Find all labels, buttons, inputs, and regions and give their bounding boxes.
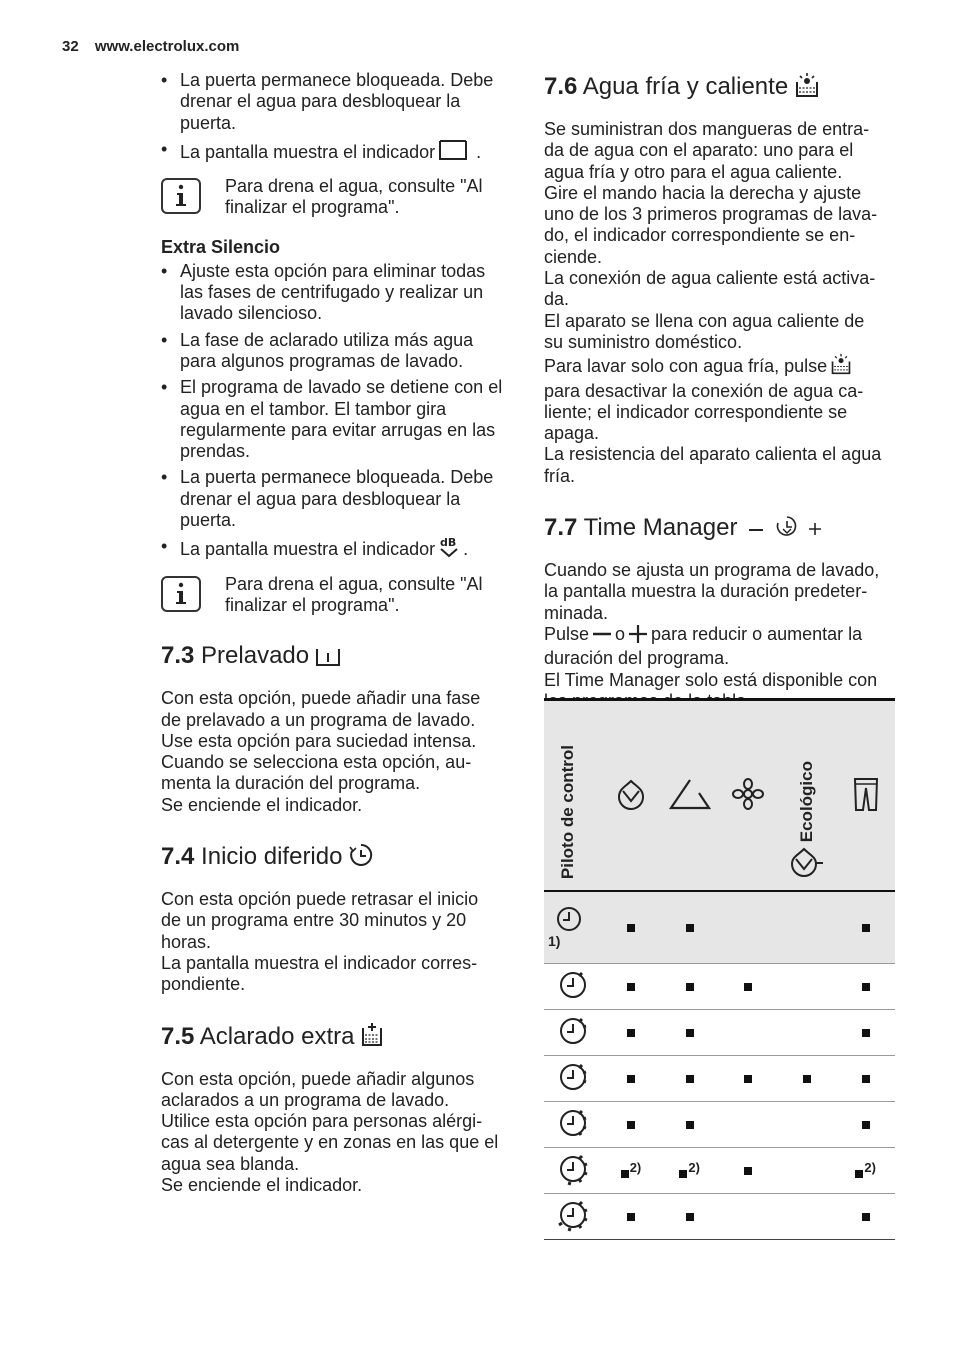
list-item: • La pantalla muestra el indicador . — [161, 139, 511, 166]
text-line: ciende. — [544, 246, 603, 267]
table-cell — [602, 1194, 661, 1240]
section-7-3-heading — [161, 642, 511, 674]
table-cell — [602, 1148, 661, 1194]
text-line: Cuando se selecciona esta opción, au- — [161, 752, 472, 773]
text-line: Con esta opción puede retrasar el inicio — [161, 889, 479, 910]
text-line: menta la duración del programa. — [161, 773, 421, 794]
cotton-icon — [615, 799, 647, 814]
section-title: Aclarado extra — [199, 1022, 355, 1050]
table-cell — [719, 1056, 778, 1102]
table-cell — [836, 964, 895, 1010]
time-level-4-icon — [557, 1061, 589, 1093]
available-mark — [862, 1075, 870, 1083]
section-7-7-body — [544, 560, 896, 712]
available-mark — [855, 1170, 863, 1178]
text-line: para reducir o aumentar la — [651, 623, 863, 644]
section-7-7-heading — [544, 513, 896, 546]
section-title: Time Manager — [583, 514, 738, 542]
section-7-6-body — [544, 119, 896, 487]
text-line: Use esta opción para suciedad intensa. — [161, 730, 477, 751]
text-line: uno de los 3 primeros programas de lava- — [544, 204, 878, 225]
available-mark — [744, 1167, 752, 1175]
table-cell — [719, 1102, 778, 1148]
eco-cotton-icon — [790, 865, 824, 880]
pilot-label: Piloto de control — [558, 744, 577, 879]
text-line: Para lavar solo con agua fría, pulse — [544, 356, 828, 377]
text-line: liente; el indicador correspondiente se — [544, 401, 848, 422]
table-row — [544, 891, 895, 964]
table-cell — [836, 891, 895, 964]
footnote-2-mark: 2) — [629, 1160, 642, 1175]
text-line: do, el indicador correspondiente se en- — [544, 225, 856, 246]
right-column — [544, 70, 896, 712]
table-cell — [836, 1056, 895, 1102]
text-line: Pulse — [544, 623, 590, 644]
table-cell — [602, 1056, 661, 1102]
available-mark — [627, 1121, 635, 1129]
time-manager-table — [544, 698, 895, 1240]
text-line: da. — [544, 289, 570, 310]
table-cell — [602, 964, 661, 1010]
time-level-6-icon — [556, 1152, 590, 1186]
info-note — [161, 574, 511, 617]
list-item: • El programa de lavado se detiene con el agua en el tambor. El tambor gira regularmente para evitar arrugas en las prendas. — [161, 377, 511, 462]
table-cell — [602, 1010, 661, 1056]
synthetics-icon — [669, 799, 711, 814]
info-note — [161, 176, 511, 219]
header-cotton — [602, 700, 661, 892]
available-mark — [744, 1075, 752, 1083]
list-item-text: La pantalla muestra el indicador — [180, 141, 436, 162]
text-line: Se suministran dos mangueras de entra- — [544, 119, 870, 139]
available-mark — [862, 983, 870, 991]
available-mark — [686, 1029, 694, 1037]
page-header — [62, 38, 239, 55]
text-line: Gire el mando hacia la derecha y ajuste — [544, 182, 862, 203]
section-number: 7.3 — [161, 642, 195, 670]
table-cell — [836, 1148, 895, 1194]
section-number: 7.6 — [544, 73, 578, 100]
page-number: 32 — [62, 38, 79, 55]
text-line: Utilice esta opción para personas alérgi- — [161, 1111, 483, 1132]
text-line: Con esta opción, puede añadir algunos — [161, 1068, 475, 1089]
table-cell — [660, 891, 719, 964]
section-7-4-body — [161, 889, 511, 995]
table-row — [544, 1056, 895, 1102]
available-mark — [862, 1213, 870, 1221]
table-cell — [719, 891, 778, 964]
available-mark — [686, 1213, 694, 1221]
table-cell — [660, 1194, 719, 1240]
delicates-icon — [732, 799, 764, 814]
text-line: de prelavado a un programa de lavado. — [161, 709, 476, 730]
time-manager-icon — [743, 513, 833, 546]
available-mark — [686, 924, 694, 932]
table-cell — [660, 964, 719, 1010]
time-level-7-icon — [555, 1197, 591, 1233]
available-mark — [627, 1029, 635, 1037]
hot-cold-water-icon — [794, 72, 820, 105]
text-line: horas. — [161, 931, 212, 952]
text-line: La resistencia del aparato calienta el agua — [544, 444, 882, 465]
section-7-5-heading — [161, 1022, 511, 1055]
table-header-row — [544, 700, 895, 892]
list-item: • La puerta permanece bloqueada. Debe drenar el agua para desbloquear la puerta. — [161, 70, 511, 134]
footnote-2-mark: 2) — [864, 1160, 876, 1175]
table-cell — [602, 1102, 661, 1148]
available-mark — [862, 924, 870, 932]
table-cell — [778, 1010, 837, 1056]
row-level-cell — [544, 1056, 602, 1102]
bullet-list-b — [161, 261, 511, 564]
text-line: Con esta opción, puede añadir una fase — [161, 688, 481, 709]
table-cell — [836, 1194, 895, 1240]
available-mark — [862, 1029, 870, 1037]
section-number: 7.4 — [161, 843, 195, 871]
text-line: agua sea blanda. — [161, 1153, 300, 1174]
extra-silencio-heading: Extra Silencio — [161, 236, 281, 257]
website-url: www.electrolux.com — [94, 38, 240, 55]
section-7-3-body — [161, 688, 511, 816]
header-jeans — [836, 700, 895, 892]
table-cell — [778, 891, 837, 964]
list-item: • Ajuste esta opción para eliminar todas las fases de centrifugado y realizar un lavado silencioso. — [161, 261, 511, 325]
available-mark — [686, 1075, 694, 1083]
prewash-icon — [315, 645, 341, 674]
table-cell — [778, 1194, 837, 1240]
time-level-5-icon — [557, 1107, 589, 1139]
table-cell — [836, 1102, 895, 1148]
text-line: fría. — [544, 465, 576, 486]
available-mark — [627, 983, 635, 991]
row-level-cell — [544, 964, 602, 1010]
table-cell — [778, 1102, 837, 1148]
text-line: duración del programa. — [544, 648, 730, 669]
text-line: Se enciende el indicador. — [161, 1174, 363, 1195]
delay-start-icon — [348, 842, 374, 875]
text-line: Cuando se ajusta un programa de lavado, — [544, 560, 880, 581]
time-level-3-icon — [557, 1015, 589, 1047]
section-title: Prelavado — [201, 642, 310, 670]
table-row — [544, 1194, 895, 1240]
text-line: o — [615, 623, 626, 644]
table-cell — [719, 1148, 778, 1194]
text-line: La conexión de agua caliente está activa- — [544, 268, 876, 289]
list-item: • La puerta permanece bloqueada. Debe drenar el agua para desbloquear la puerta. — [161, 467, 511, 531]
footnote-1: 1) — [548, 933, 561, 949]
text-line: minada. — [544, 602, 609, 623]
row-level-cell — [544, 1010, 602, 1056]
available-mark — [627, 924, 635, 932]
left-column — [161, 70, 511, 1196]
section-title: Inicio diferido — [201, 843, 343, 871]
footnote-2-mark: 2) — [688, 1160, 700, 1175]
note-text: Para drena el agua, consulte "Al finalizar el programa". — [225, 176, 483, 218]
row-level-cell — [544, 1148, 602, 1194]
available-mark — [686, 1121, 694, 1129]
door-indicator-icon — [438, 139, 468, 166]
table-cell — [778, 964, 837, 1010]
table-row — [544, 1102, 895, 1148]
header-eco — [778, 700, 837, 892]
table-cell — [719, 1010, 778, 1056]
row-level-cell — [544, 891, 602, 964]
table-cell — [660, 1056, 719, 1102]
table-cell — [778, 1148, 837, 1194]
table-cell — [660, 1010, 719, 1056]
section-title: Agua fría y caliente — [582, 73, 789, 100]
available-mark — [744, 983, 752, 991]
table-row — [544, 1010, 895, 1056]
list-item: • La pantalla muestra el indicador dB . — [161, 536, 511, 563]
plus-icon — [628, 625, 648, 648]
text-line: para desactivar la conexión de agua ca- — [544, 380, 864, 401]
list-item-text: La pantalla muestra el indicador — [180, 539, 436, 560]
section-7-4-heading — [161, 842, 511, 875]
time-level-2-icon — [557, 969, 589, 1001]
text-line: agua fría y otro para el agua caliente. — [544, 161, 843, 182]
available-mark — [627, 1213, 635, 1221]
header-pilot — [544, 700, 602, 892]
table-row — [544, 964, 895, 1010]
text-line: de un programa entre 30 minutos y 20 — [161, 910, 467, 931]
text-line: apaga. — [544, 423, 600, 444]
table-row — [544, 1148, 895, 1194]
text-line: la pantalla muestra la duración predeter- — [544, 581, 868, 602]
text-line: aclarados a un programa de lavado. — [161, 1089, 450, 1110]
section-7-6-heading — [544, 72, 896, 105]
hot-cold-water-icon — [830, 353, 852, 380]
row-level-cell — [544, 1102, 602, 1148]
available-mark — [621, 1170, 629, 1178]
note-text: Para drena el agua, consulte "Al finalizar el programa". — [225, 573, 483, 615]
eco-label: Ecológico — [796, 760, 816, 842]
table-cell — [660, 1148, 719, 1194]
available-mark — [803, 1075, 811, 1083]
time-level-1-icon — [554, 904, 584, 934]
available-mark — [679, 1170, 687, 1178]
text-line: su suministro doméstico. — [544, 331, 743, 352]
text-line: La pantalla muestra el indicador corres- — [161, 952, 478, 973]
silent-db-icon — [438, 536, 460, 563]
section-7-5-body — [161, 1069, 511, 1197]
text-line: El Time Manager solo está disponible con — [544, 669, 878, 690]
list-item: • La fase de aclarado utiliza más agua para algunos programas de lavado. — [161, 330, 511, 373]
table-cell — [836, 1010, 895, 1056]
text-line: da de agua con el aparato: uno para el — [544, 140, 854, 161]
available-mark — [862, 1121, 870, 1129]
text-line: El aparato se llena con agua caliente de — [544, 310, 865, 331]
table-cell — [602, 891, 661, 964]
info-icon — [161, 178, 201, 214]
table-cell — [719, 1194, 778, 1240]
text-line: cas al detergente y en zonas en las que el — [161, 1132, 499, 1153]
available-mark — [686, 983, 694, 991]
info-icon — [161, 576, 201, 612]
available-mark — [627, 1075, 635, 1083]
header-delicates — [719, 700, 778, 892]
table-cell — [778, 1056, 837, 1102]
header-synthetics — [660, 700, 719, 892]
svg-text:dB: dB — [440, 536, 457, 550]
table-cell — [660, 1102, 719, 1148]
text-line: pondiente. — [161, 974, 246, 995]
section-number: 7.7 — [544, 514, 578, 542]
bullet-list-a — [161, 70, 511, 166]
minus-icon — [592, 625, 612, 648]
jeans-icon — [852, 800, 880, 815]
extra-rinse-icon — [360, 1022, 384, 1055]
row-level-cell — [544, 1194, 602, 1240]
section-number: 7.5 — [161, 1022, 195, 1050]
text-line: Se enciende el indicador. — [161, 794, 363, 815]
table-cell — [719, 964, 778, 1010]
